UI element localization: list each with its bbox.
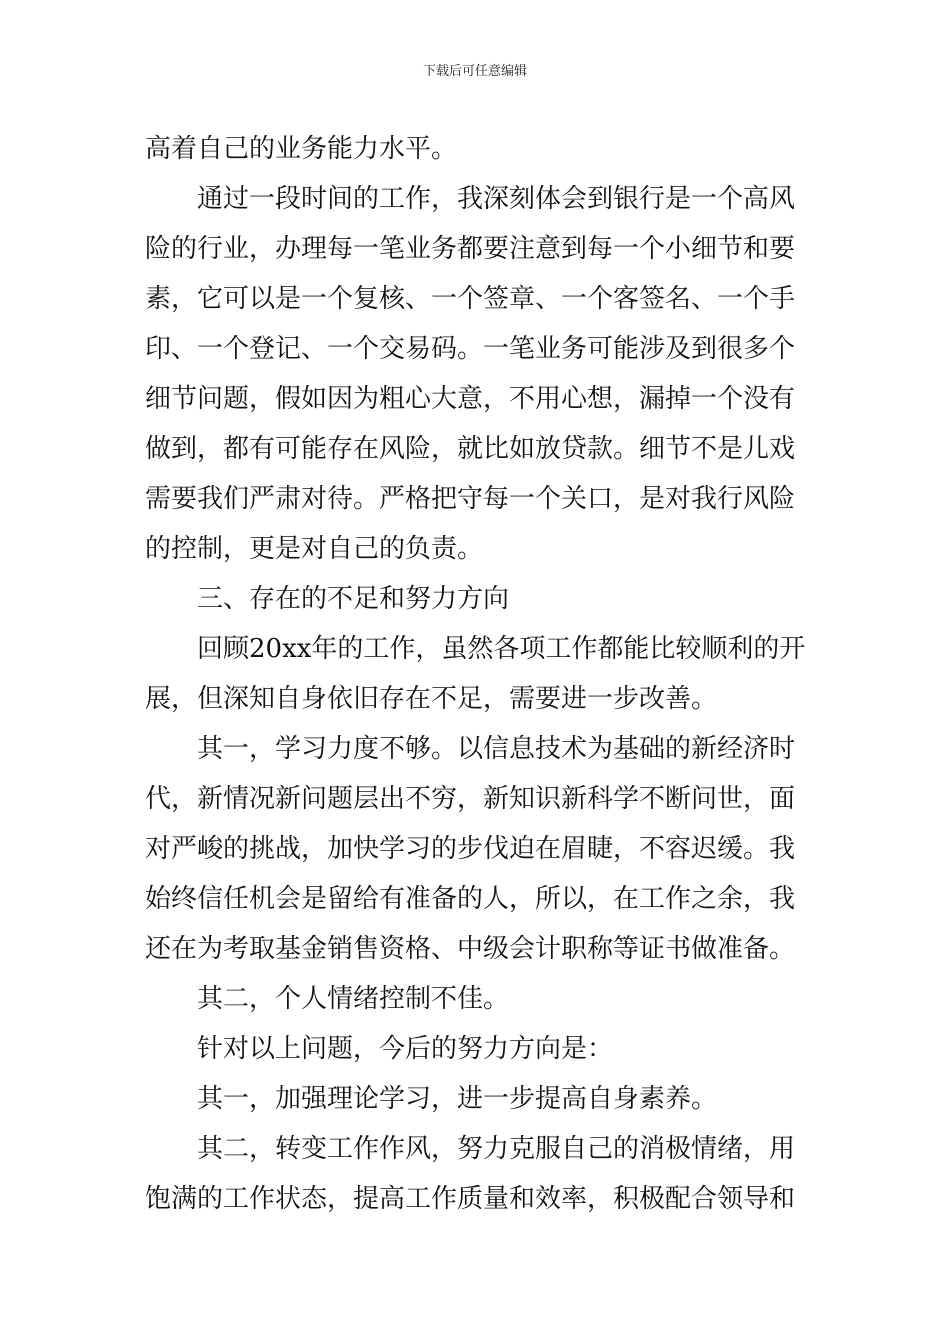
text-line: 通过一段时间的工作，我深刻体会到银行是一个高风 [197, 184, 796, 214]
text-line: 险的行业，办理每一笔业务都要注意到每一个小细节和要 [145, 234, 796, 264]
text-line: 对严峻的挑战，加快学习的步伐迫在眉睫，不容迟缓。我 [145, 834, 796, 864]
text-line: 印、一个登记、一个交易码。一笔业务可能涉及到很多个 [145, 334, 796, 364]
text-line: 需要我们严肃对待。严格把守每一个关口，是对我行风险 [145, 484, 796, 514]
text-line: 素，它可以是一个复核、一个签章、一个客签名、一个手 [145, 284, 796, 314]
text-line: 饱满的工作状态，提高工作质量和效率，积极配合领导和 [145, 1184, 796, 1214]
text-line: 其一，加强理论学习，进一步提高自身素养。 [197, 1084, 718, 1114]
text-line: 其一，学习力度不够。以信息技术为基础的新经济时 [197, 734, 796, 764]
text-line: 还在为考取基金销售资格、中级会计职称等证书做准备。 [145, 934, 796, 964]
text-line: 回顾20xx年的工作，虽然各项工作都能比较顺利的开 [197, 634, 806, 664]
text-line: 高着自己的业务能力水平。 [145, 134, 458, 164]
text-line: 的控制，更是对自己的负责。 [145, 534, 484, 564]
text-line: 其二，个人情绪控制不佳。 [197, 984, 510, 1014]
text-line: 针对以上问题，今后的努力方向是： [197, 1034, 614, 1064]
text-line: 细节问题，假如因为粗心大意，不用心想，漏掉一个没有 [145, 384, 796, 414]
text-line: 始终信任机会是留给有准备的人，所以，在工作之余，我 [145, 884, 796, 914]
page-header: 下载后可任意编辑 [422, 64, 527, 79]
text-line: 展，但深知自身依旧存在不足，需要进一步改善。 [145, 684, 718, 714]
text-line: 做到，都有可能存在风险，就比如放贷款。细节不是儿戏 [145, 434, 796, 464]
text-line: 其二，转变工作作风，努力克服自己的消极情绪，用 [197, 1134, 796, 1164]
section-heading: 三、存在的不足和努力方向 [197, 584, 510, 614]
document-body [145, 124, 807, 1224]
text-line: 代，新情况新问题层出不穷，新知识新科学不断问世，面 [145, 784, 796, 814]
